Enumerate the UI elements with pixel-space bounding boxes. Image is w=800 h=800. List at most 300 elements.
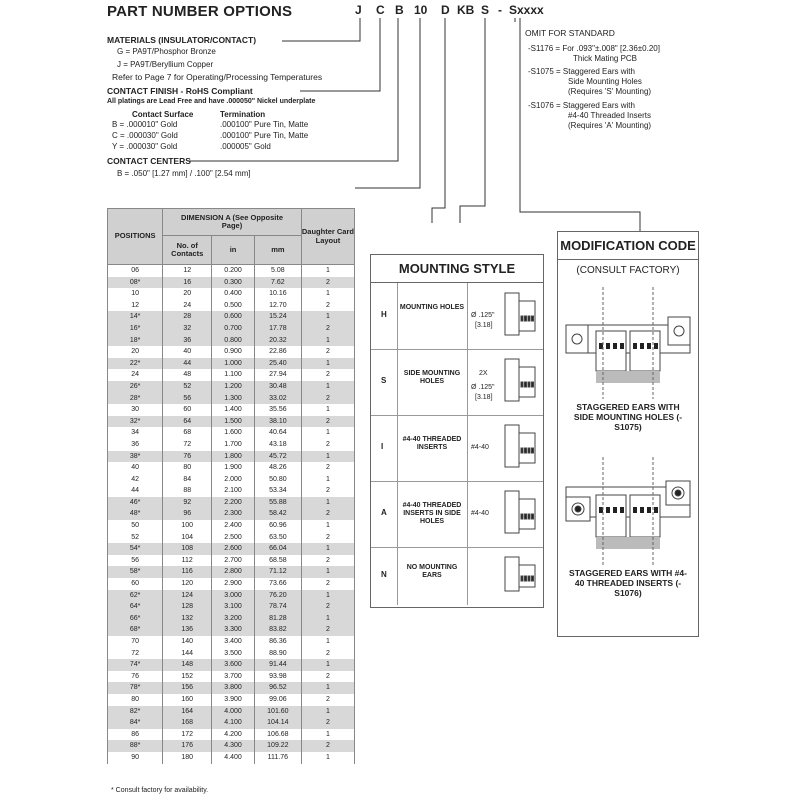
cell-in: 1.900 (212, 462, 255, 474)
mounting-col-divider (397, 415, 398, 481)
cell-layout: 1 (301, 311, 354, 323)
header-contacts: No. of Contacts (163, 236, 212, 265)
cell-mm: 104.14 (254, 717, 301, 729)
cell-contacts: 80 (163, 462, 212, 474)
cell-contacts: 20 (163, 288, 212, 300)
cell-layout: 1 (301, 636, 354, 648)
table-row (108, 323, 355, 335)
cell-mm: 25.40 (254, 358, 301, 370)
mounting-col-divider (467, 547, 468, 605)
cell-positions: 60 (108, 578, 163, 590)
materials-note: Refer to Page 7 for Operating/Processing Temperatures (112, 72, 323, 82)
mounting-style-heading: MOUNTING STYLE (398, 261, 516, 276)
table-row (108, 265, 355, 277)
cell-mm: 78.74 (254, 601, 301, 613)
cell-layout: 1 (301, 706, 354, 718)
table-row (108, 358, 355, 370)
modification-sub: (CONSULT FACTORY) (576, 265, 680, 276)
table-row (108, 369, 355, 381)
cell-mm: 30.48 (254, 381, 301, 393)
cell-layout: 1 (301, 659, 354, 671)
cell-mm: 99.06 (254, 694, 301, 706)
cell-in: 0.500 (212, 300, 255, 312)
header-daughter-card: Daughter Card Layout (301, 209, 354, 265)
table-row (108, 277, 355, 289)
cell-contacts: 28 (163, 311, 212, 323)
header-mm: mm (254, 236, 301, 265)
cell-contacts: 24 (163, 300, 212, 312)
part-code-finish: B (395, 3, 404, 17)
cell-positions: 16* (108, 323, 163, 335)
cell-mm: 38.10 (254, 416, 301, 428)
cell-positions: 64* (108, 601, 163, 613)
table-row (108, 648, 355, 660)
table-row (108, 532, 355, 544)
mounting-col-divider (397, 349, 398, 415)
cell-contacts: 104 (163, 532, 212, 544)
header-dimension: DIMENSION A (See Opposite Page) (163, 209, 302, 236)
cell-positions: 50 (108, 520, 163, 532)
cell-contacts: 40 (163, 346, 212, 358)
table-row (108, 717, 355, 729)
cell-contacts: 44 (163, 358, 212, 370)
cell-in: 2.100 (212, 485, 255, 497)
mounting-letter: N (381, 570, 387, 579)
table-row (108, 624, 355, 636)
cell-mm: 86.36 (254, 636, 301, 648)
mounting-col-divider (467, 481, 468, 547)
omit-s1075-b: Side Mounting Holes (568, 77, 642, 86)
cell-layout: 1 (301, 590, 354, 602)
cell-positions: 72 (108, 648, 163, 660)
part-code-contact: C (376, 3, 385, 17)
table-row (108, 566, 355, 578)
finish-y: Y = .000030" Gold (112, 142, 178, 151)
mounting-row-n (371, 547, 543, 605)
header-positions: POSITIONS (108, 209, 163, 265)
finish-y-term: .000005" Gold (220, 142, 271, 151)
cell-positions: 82* (108, 706, 163, 718)
cell-mm: 20.32 (254, 335, 301, 347)
cell-in: 0.200 (212, 265, 255, 277)
modification-heading: MODIFICATION CODE (560, 238, 696, 253)
cell-positions: 20 (108, 346, 163, 358)
cell-contacts: 32 (163, 323, 212, 335)
cell-layout: 2 (301, 369, 354, 381)
cell-positions: 70 (108, 636, 163, 648)
cell-mm: 15.24 (254, 311, 301, 323)
cell-in: 3.600 (212, 659, 255, 671)
cell-positions: 32* (108, 416, 163, 428)
mounting-dim-value: #4-40 (471, 444, 489, 451)
cell-in: 3.000 (212, 590, 255, 602)
mounting-dim-mm: [3.18] (475, 322, 493, 329)
cell-in: 1.600 (212, 427, 255, 439)
cell-in: 3.300 (212, 624, 255, 636)
table-row (108, 335, 355, 347)
cell-contacts: 168 (163, 717, 212, 729)
table-row (108, 578, 355, 590)
table-row (108, 694, 355, 706)
cell-in: 3.400 (212, 636, 255, 648)
mounting-dim-value: Ø .125" (471, 384, 495, 391)
mounting-col-divider (397, 481, 398, 547)
cell-positions: 40 (108, 462, 163, 474)
cell-contacts: 124 (163, 590, 212, 602)
cell-positions: 54* (108, 543, 163, 555)
cell-contacts: 164 (163, 706, 212, 718)
mounting-row-h (371, 283, 543, 350)
positions-table (107, 208, 355, 764)
table-row (108, 729, 355, 741)
cell-mm: 50.80 (254, 474, 301, 486)
cell-mm: 17.78 (254, 323, 301, 335)
cell-layout: 1 (301, 451, 354, 463)
cell-in: 4.100 (212, 717, 255, 729)
table-row (108, 416, 355, 428)
cell-mm: 5.08 (254, 265, 301, 277)
cell-contacts: 84 (163, 474, 212, 486)
omit-s1076-c: (Requires 'A' Mounting) (568, 121, 652, 130)
centers-heading: CONTACT CENTERS (107, 156, 191, 166)
cell-contacts: 116 (163, 566, 212, 578)
cell-in: 0.700 (212, 323, 255, 335)
table-row (108, 590, 355, 602)
cell-in: 2.300 (212, 508, 255, 520)
mounting-dim-value: #4-40 (471, 510, 489, 517)
table-row (108, 671, 355, 683)
cell-positions: 38* (108, 451, 163, 463)
mounting-col-divider (397, 547, 398, 605)
cell-positions: 24 (108, 369, 163, 381)
modification-caption-s1075: STAGGERED EARS WITH SIDE MOUNTING HOLES (-S1075) (573, 402, 683, 433)
mounting-letter: H (381, 310, 387, 319)
table-row (108, 543, 355, 555)
cell-layout: 1 (301, 381, 354, 393)
cell-layout: 2 (301, 393, 354, 405)
cell-in: 3.500 (212, 648, 255, 660)
cell-positions: 46* (108, 497, 163, 509)
cell-in: 1.200 (212, 381, 255, 393)
cell-contacts: 156 (163, 682, 212, 694)
modification-code-box (557, 231, 699, 637)
cell-mm: 63.50 (254, 532, 301, 544)
mounting-drawing (501, 419, 541, 477)
cell-in: 0.800 (212, 335, 255, 347)
cell-layout: 1 (301, 358, 354, 370)
cell-in: 4.300 (212, 740, 255, 752)
table-footnote: * Consult factory for availability. (111, 787, 209, 794)
cell-in: 0.600 (212, 311, 255, 323)
finish-c: C = .000030" Gold (112, 131, 178, 140)
cell-mm: 93.98 (254, 671, 301, 683)
materials-heading: MATERIALS (INSULATOR/CONTACT) (107, 35, 257, 45)
cell-in: 1.300 (212, 393, 255, 405)
mounting-drawing (501, 551, 541, 601)
cell-contacts: 112 (163, 555, 212, 567)
cell-mm: 33.02 (254, 393, 301, 405)
mounting-col-divider (467, 349, 468, 415)
finish-c-term: .000100" Pure Tin, Matte (220, 131, 309, 140)
cell-contacts: 72 (163, 439, 212, 451)
cell-layout: 2 (301, 300, 354, 312)
cell-contacts: 108 (163, 543, 212, 555)
cell-layout: 1 (301, 566, 354, 578)
page-title: PART NUMBER OPTIONS (107, 3, 293, 20)
cell-contacts: 152 (163, 671, 212, 683)
cell-layout: 1 (301, 265, 354, 277)
cell-layout: 1 (301, 427, 354, 439)
cell-contacts: 92 (163, 497, 212, 509)
cell-mm: 48.26 (254, 462, 301, 474)
mounting-letter: S (381, 376, 387, 385)
cell-positions: 22* (108, 358, 163, 370)
cell-mm: 12.70 (254, 300, 301, 312)
centers-value: B = .050" [1.27 mm] / .100" [2.54 mm] (117, 169, 251, 178)
cell-mm: 71.12 (254, 566, 301, 578)
mounting-row-a (371, 481, 543, 548)
part-code-positions: 10 (414, 3, 428, 17)
cell-contacts: 176 (163, 740, 212, 752)
cell-mm: 35.56 (254, 404, 301, 416)
cell-contacts: 180 (163, 752, 212, 764)
materials-g: G = PA9T/Phosphor Bronze (117, 47, 216, 56)
cell-in: 3.800 (212, 682, 255, 694)
mounting-drawing (501, 353, 541, 411)
omit-s1176: -S1176 = For .093"±.008" [2.36±0.20] (528, 44, 660, 53)
cell-layout: 2 (301, 555, 354, 567)
table-row (108, 311, 355, 323)
cell-in: 0.300 (212, 277, 255, 289)
cell-layout: 2 (301, 648, 354, 660)
cell-in: 2.000 (212, 474, 255, 486)
cell-mm: 66.04 (254, 543, 301, 555)
omit-s1076-b: #4-40 Threaded Inserts (568, 111, 652, 120)
cell-in: 2.600 (212, 543, 255, 555)
table-row (108, 659, 355, 671)
cell-in: 1.000 (212, 358, 255, 370)
cell-mm: 111.76 (254, 752, 301, 764)
table-row (108, 636, 355, 648)
cell-layout: 1 (301, 543, 354, 555)
finish-subheading: All platings are Lead Free and have .000050" Nickel underplate (107, 98, 316, 105)
mounting-letter: A (381, 508, 387, 517)
cell-contacts: 128 (163, 601, 212, 613)
table-row (108, 497, 355, 509)
table-row (108, 740, 355, 752)
modification-caption-s1076: STAGGERED EARS WITH #4-40 THREADED INSERTS (-S1076) (569, 568, 687, 599)
cell-positions: 26* (108, 381, 163, 393)
cell-in: 3.100 (212, 601, 255, 613)
cell-layout: 2 (301, 462, 354, 474)
table-row (108, 300, 355, 312)
table-row (108, 462, 355, 474)
table-row (108, 485, 355, 497)
table-row (108, 474, 355, 486)
mounting-label: #4-40 THREADED INSERTS IN SIDE HOLES (402, 502, 462, 526)
cell-positions: 78* (108, 682, 163, 694)
cell-in: 4.000 (212, 706, 255, 718)
part-code-mounting: S (481, 3, 490, 17)
cell-mm: 45.72 (254, 451, 301, 463)
cell-in: 3.900 (212, 694, 255, 706)
mounting-dim-count: 2X (479, 370, 488, 377)
cell-contacts: 140 (163, 636, 212, 648)
cell-layout: 2 (301, 532, 354, 544)
cell-in: 0.900 (212, 346, 255, 358)
cell-in: 2.900 (212, 578, 255, 590)
cell-positions: 52 (108, 532, 163, 544)
finish-col-surface: Contact Surface (132, 110, 194, 119)
omit-s1076: -S1076 = Staggered Ears with (528, 101, 635, 110)
mounting-row-i (371, 415, 543, 482)
cell-contacts: 68 (163, 427, 212, 439)
part-code-dash: - (498, 3, 502, 17)
cell-contacts: 172 (163, 729, 212, 741)
cell-positions: 48* (108, 508, 163, 520)
cell-contacts: 36 (163, 335, 212, 347)
cell-positions: 76 (108, 671, 163, 683)
staggered-ears-threaded-inserts-drawing (558, 457, 698, 567)
part-code-type: D (441, 3, 450, 17)
cell-layout: 1 (301, 404, 354, 416)
mounting-label: #4-40 THREADED INSERTS (402, 436, 462, 452)
header-in: in (212, 236, 255, 265)
modification-divider (558, 259, 698, 260)
table-row (108, 346, 355, 358)
cell-mm: 55.88 (254, 497, 301, 509)
cell-positions: 66* (108, 613, 163, 625)
mounting-col-divider (467, 415, 468, 481)
cell-positions: 90 (108, 752, 163, 764)
table-row (108, 451, 355, 463)
cell-positions: 30 (108, 404, 163, 416)
cell-contacts: 64 (163, 416, 212, 428)
table-row (108, 439, 355, 451)
cell-layout: 2 (301, 277, 354, 289)
positions-table-body (108, 265, 355, 764)
table-row (108, 601, 355, 613)
table-row (108, 682, 355, 694)
cell-positions: 88* (108, 740, 163, 752)
omit-s1176-b: Thick Mating PCB (573, 54, 638, 63)
cell-mm: 40.64 (254, 427, 301, 439)
cell-layout: 2 (301, 416, 354, 428)
cell-contacts: 120 (163, 578, 212, 590)
materials-j: J = PA9T/Beryllium Copper (117, 60, 214, 69)
cell-mm: 88.90 (254, 648, 301, 660)
staggered-ears-side-holes-drawing (558, 287, 698, 399)
cell-mm: 83.82 (254, 624, 301, 636)
cell-layout: 2 (301, 578, 354, 590)
cell-positions: 28* (108, 393, 163, 405)
mounting-dim-value: Ø .125" (471, 312, 495, 319)
part-code-insulator: J (355, 3, 362, 17)
mounting-label: SIDE MOUNTING HOLES (403, 370, 461, 386)
table-row (108, 706, 355, 718)
table-row (108, 381, 355, 393)
cell-positions: 44 (108, 485, 163, 497)
cell-layout: 1 (301, 613, 354, 625)
cell-mm: 10.16 (254, 288, 301, 300)
cell-contacts: 96 (163, 508, 212, 520)
cell-in: 1.400 (212, 404, 255, 416)
mounting-drawing (501, 287, 541, 345)
cell-positions: 14* (108, 311, 163, 323)
cell-positions: 08* (108, 277, 163, 289)
cell-contacts: 144 (163, 648, 212, 660)
mounting-letter: I (381, 442, 384, 451)
cell-positions: 56 (108, 555, 163, 567)
cell-in: 1.500 (212, 416, 255, 428)
cell-layout: 1 (301, 335, 354, 347)
cell-contacts: 160 (163, 694, 212, 706)
cell-layout: 2 (301, 601, 354, 613)
cell-mm: 7.62 (254, 277, 301, 289)
cell-positions: 80 (108, 694, 163, 706)
cell-in: 1.100 (212, 369, 255, 381)
cell-in: 4.400 (212, 752, 255, 764)
cell-layout: 2 (301, 508, 354, 520)
cell-contacts: 12 (163, 265, 212, 277)
cell-mm: 22.86 (254, 346, 301, 358)
cell-positions: 62* (108, 590, 163, 602)
cell-in: 1.800 (212, 451, 255, 463)
finish-heading: CONTACT FINISH - RoHS Compliant (107, 86, 253, 96)
cell-contacts: 100 (163, 520, 212, 532)
table-row (108, 613, 355, 625)
table-row (108, 520, 355, 532)
cell-contacts: 56 (163, 393, 212, 405)
cell-mm: 43.18 (254, 439, 301, 451)
finish-col-termination: Termination (220, 110, 266, 119)
cell-in: 2.700 (212, 555, 255, 567)
mounting-label: NO MOUNTING EARS (406, 564, 458, 580)
mounting-row-s (371, 349, 543, 416)
table-row (108, 288, 355, 300)
cell-layout: 1 (301, 288, 354, 300)
cell-layout: 2 (301, 740, 354, 752)
cell-in: 1.700 (212, 439, 255, 451)
cell-in: 3.700 (212, 671, 255, 683)
cell-layout: 2 (301, 717, 354, 729)
cell-in: 0.400 (212, 288, 255, 300)
cell-mm: 81.28 (254, 613, 301, 625)
cell-mm: 101.60 (254, 706, 301, 718)
cell-layout: 2 (301, 694, 354, 706)
cell-positions: 84* (108, 717, 163, 729)
omit-s1075-c: (Requires 'S' Mounting) (568, 87, 652, 96)
cell-layout: 1 (301, 729, 354, 741)
table-row (108, 427, 355, 439)
cell-mm: 53.34 (254, 485, 301, 497)
cell-mm: 68.58 (254, 555, 301, 567)
cell-layout: 2 (301, 671, 354, 683)
cell-mm: 76.20 (254, 590, 301, 602)
cell-positions: 10 (108, 288, 163, 300)
cell-layout: 1 (301, 752, 354, 764)
cell-contacts: 52 (163, 381, 212, 393)
finish-b: B = .000010" Gold (112, 120, 178, 129)
omit-heading: OMIT FOR STANDARD (525, 28, 615, 38)
cell-contacts: 136 (163, 624, 212, 636)
cell-positions: 06 (108, 265, 163, 277)
cell-positions: 36 (108, 439, 163, 451)
table-row (108, 508, 355, 520)
cell-layout: 1 (301, 497, 354, 509)
cell-in: 2.400 (212, 520, 255, 532)
cell-layout: 2 (301, 346, 354, 358)
